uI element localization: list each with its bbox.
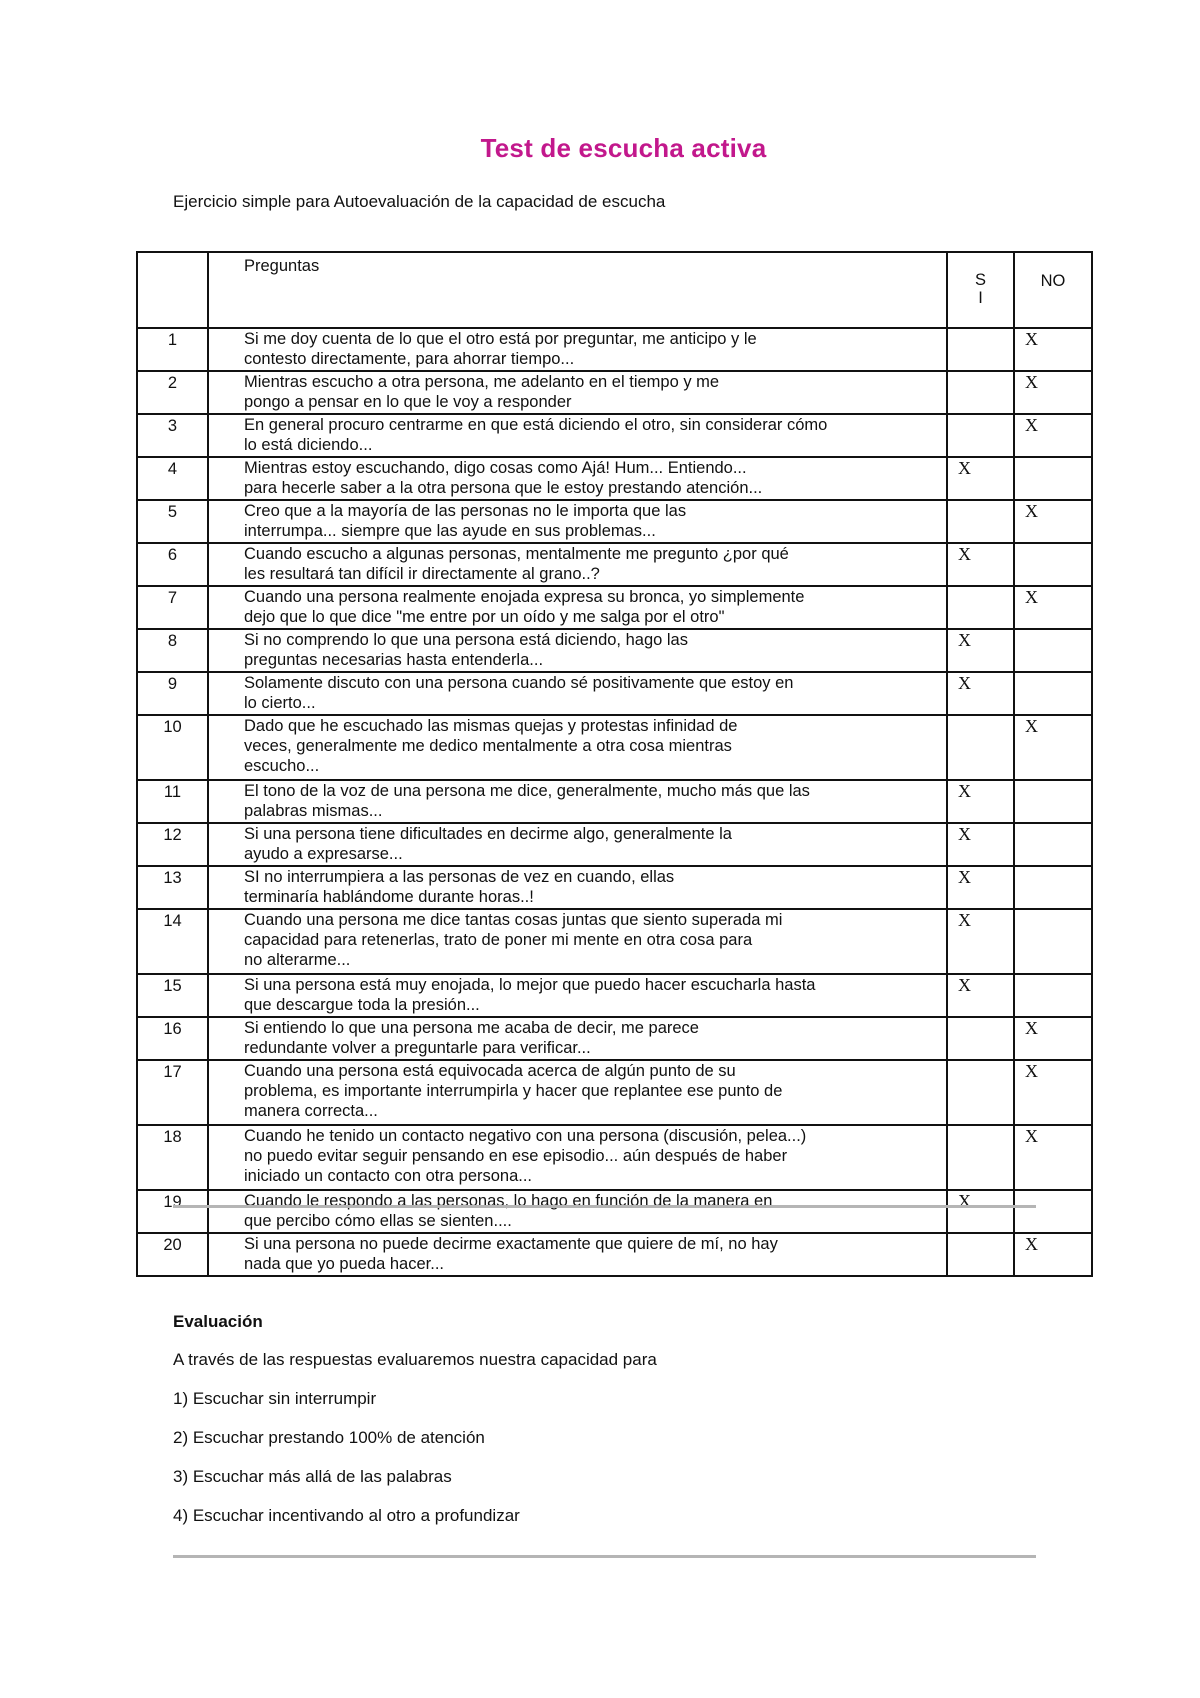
question-text bbox=[208, 414, 947, 457]
answer-si-cell bbox=[947, 715, 1014, 780]
header-si-letter-i: I bbox=[978, 289, 983, 307]
answer-no-cell bbox=[1014, 457, 1092, 500]
question-text bbox=[208, 1190, 947, 1233]
question-text bbox=[208, 457, 947, 500]
question-line: Si una persona está muy enojada, lo mejor que puedo hacer escucharla hasta bbox=[244, 976, 816, 994]
answer-no-cell: X bbox=[1014, 1017, 1092, 1060]
question-line: iniciado un contacto con otra persona... bbox=[244, 1167, 533, 1185]
answer-no-cell bbox=[1014, 974, 1092, 1017]
question-text bbox=[208, 780, 947, 823]
question-text bbox=[208, 672, 947, 715]
table-row bbox=[137, 543, 1092, 586]
answer-si-cell bbox=[947, 371, 1014, 414]
question-line: Cuando he tenido un contacto negativo con una persona (discusión, pelea...) bbox=[244, 1127, 807, 1145]
question-number: 14 bbox=[137, 909, 208, 974]
question-number: 5 bbox=[137, 500, 208, 543]
question-line: Cuando le respondo a las personas, lo hago en función de la manera en bbox=[244, 1192, 773, 1210]
question-line: Mientras escucho a otra persona, me adelanto en el tiempo y me bbox=[244, 373, 720, 391]
question-line: Si me doy cuenta de lo que el otro está por preguntar, me anticipo y le bbox=[244, 330, 757, 348]
question-number: 9 bbox=[137, 672, 208, 715]
question-line: Cuando escucho a algunas personas, mentalmente me pregunto ¿por qué bbox=[244, 545, 789, 563]
question-number: 19 bbox=[137, 1190, 208, 1233]
table-row bbox=[137, 780, 1092, 823]
question-number: 7 bbox=[137, 586, 208, 629]
question-text bbox=[208, 1125, 947, 1190]
question-text bbox=[208, 500, 947, 543]
header-si-cell bbox=[947, 252, 1014, 328]
answer-no-cell bbox=[1014, 1190, 1092, 1233]
question-line: pongo a pensar en lo que le voy a responder bbox=[244, 393, 572, 411]
question-line: redundante volver a preguntarle para verificar... bbox=[244, 1039, 591, 1057]
divider-top bbox=[173, 1205, 1036, 1208]
question-number: 6 bbox=[137, 543, 208, 586]
answer-si-cell bbox=[947, 1017, 1014, 1060]
answer-si-cell: X bbox=[947, 672, 1014, 715]
question-line: contesto directamente, para ahorrar tiempo... bbox=[244, 350, 575, 368]
table-row bbox=[137, 1125, 1092, 1190]
question-number: 18 bbox=[137, 1125, 208, 1190]
answer-no-cell: X bbox=[1014, 414, 1092, 457]
table-row bbox=[137, 974, 1092, 1017]
question-text bbox=[208, 1060, 947, 1125]
questionnaire-table bbox=[136, 251, 1093, 1277]
question-line: que percibo cómo ellas se sienten.... bbox=[244, 1212, 512, 1230]
question-line: Dado que he escuchado las mismas quejas y protestas infinidad de bbox=[244, 717, 738, 735]
answer-no-cell: X bbox=[1014, 1233, 1092, 1276]
question-number: 8 bbox=[137, 629, 208, 672]
question-line: preguntas necesarias hasta entenderla... bbox=[244, 651, 544, 669]
table-row bbox=[137, 672, 1092, 715]
question-line: terminaría hablándome durante horas..! bbox=[244, 888, 534, 906]
answer-no-cell: X bbox=[1014, 500, 1092, 543]
answer-si-cell bbox=[947, 1233, 1014, 1276]
question-line: interrumpa... siempre que las ayude en sus problemas... bbox=[244, 522, 656, 540]
question-line: escucho... bbox=[244, 757, 320, 775]
answer-si-cell bbox=[947, 586, 1014, 629]
question-line: para hecerle saber a la otra persona que le estoy prestando atención... bbox=[244, 479, 763, 497]
evaluation-item-3: 3) Escuchar más allá de las palabras bbox=[173, 1467, 452, 1486]
table-row bbox=[137, 1017, 1092, 1060]
answer-no-cell bbox=[1014, 866, 1092, 909]
question-number: 3 bbox=[137, 414, 208, 457]
answer-si-cell bbox=[947, 500, 1014, 543]
question-number: 13 bbox=[137, 866, 208, 909]
question-line: El tono de la voz de una persona me dice, generalmente, mucho más que las bbox=[244, 782, 810, 800]
header-si-letter-s: S bbox=[974, 271, 986, 289]
answer-si-cell: X bbox=[947, 823, 1014, 866]
question-text bbox=[208, 629, 947, 672]
question-number: 17 bbox=[137, 1060, 208, 1125]
answer-si-cell: X bbox=[947, 629, 1014, 672]
question-line: veces, generalmente me dedico mentalmente a otra cosa mientras bbox=[244, 737, 732, 755]
question-line: manera correcta... bbox=[244, 1102, 378, 1120]
evaluation-intro: A través de las respuestas evaluaremos nuestra capacidad para bbox=[173, 1350, 657, 1369]
question-line: nada que yo pueda hacer... bbox=[244, 1255, 444, 1273]
question-text bbox=[208, 974, 947, 1017]
question-line: dejo que lo que dice "me entre por un oído y me salga por el otro" bbox=[244, 608, 725, 626]
table-row bbox=[137, 328, 1092, 371]
question-text bbox=[208, 909, 947, 974]
question-line: lo está diciendo... bbox=[244, 436, 373, 454]
question-text bbox=[208, 586, 947, 629]
question-number: 20 bbox=[137, 1233, 208, 1276]
question-number: 15 bbox=[137, 974, 208, 1017]
table-row bbox=[137, 715, 1092, 780]
question-text bbox=[208, 1017, 947, 1060]
table-row bbox=[137, 414, 1092, 457]
question-line: que descargue toda la presión... bbox=[244, 996, 480, 1014]
question-line: Si una persona no puede decirme exactamente que quiere de mí, no hay bbox=[244, 1235, 778, 1253]
question-line: Solamente discuto con una persona cuando sé positivamente que estoy en bbox=[244, 674, 794, 692]
question-line: Cuando una persona me dice tantas cosas juntas que siento superada mi bbox=[244, 911, 783, 929]
question-text bbox=[208, 823, 947, 866]
table-header-row bbox=[137, 252, 1092, 328]
answer-no-cell bbox=[1014, 672, 1092, 715]
question-line: Cuando una persona realmente enojada expresa su bronca, yo simplemente bbox=[244, 588, 805, 606]
table-row bbox=[137, 371, 1092, 414]
answer-no-cell: X bbox=[1014, 1060, 1092, 1125]
evaluation-title: Evaluación bbox=[173, 1312, 263, 1331]
question-line: capacidad para retenerlas, trato de poner mi mente en otra cosa para bbox=[244, 931, 753, 949]
table-row bbox=[137, 909, 1092, 974]
question-line: no puedo evitar seguir pensando en ese episodio... aún después de haber bbox=[244, 1147, 788, 1165]
question-line: Si entiendo lo que una persona me acaba de decir, me parece bbox=[244, 1019, 699, 1037]
evaluation-item-2: 2) Escuchar prestando 100% de atención bbox=[173, 1428, 485, 1447]
question-line: Creo que a la mayoría de las personas no le importa que las bbox=[244, 502, 687, 520]
question-number: 11 bbox=[137, 780, 208, 823]
question-number: 12 bbox=[137, 823, 208, 866]
evaluation-item-4: 4) Escuchar incentivando al otro a profundizar bbox=[173, 1506, 520, 1525]
question-number: 1 bbox=[137, 328, 208, 371]
answer-no-cell bbox=[1014, 629, 1092, 672]
divider-bottom bbox=[173, 1555, 1036, 1558]
question-line: Mientras estoy escuchando, digo cosas como Ajá! Hum... Entiendo... bbox=[244, 459, 747, 477]
answer-no-cell: X bbox=[1014, 328, 1092, 371]
question-number: 2 bbox=[137, 371, 208, 414]
question-line: les resultará tan difícil ir directamente al grano..? bbox=[244, 565, 600, 583]
answer-no-cell bbox=[1014, 909, 1092, 974]
answer-si-cell: X bbox=[947, 780, 1014, 823]
question-line: Cuando una persona está equivocada acerca de algún punto de su bbox=[244, 1062, 736, 1080]
answer-no-cell: X bbox=[1014, 715, 1092, 780]
page-subtitle: Ejercicio simple para Autoevaluación de la capacidad de escucha bbox=[173, 192, 666, 211]
question-text bbox=[208, 866, 947, 909]
answer-no-cell bbox=[1014, 780, 1092, 823]
answer-no-cell: X bbox=[1014, 1125, 1092, 1190]
answer-no-cell bbox=[1014, 543, 1092, 586]
question-line: lo cierto... bbox=[244, 694, 316, 712]
table-row bbox=[137, 629, 1092, 672]
page-title: Test de escucha activa bbox=[480, 133, 767, 163]
question-line: problema, es importante interrumpirla y hacer que replantee ese punto de bbox=[244, 1082, 783, 1100]
answer-si-cell: X bbox=[947, 909, 1014, 974]
header-questions-cell: Preguntas bbox=[208, 252, 947, 328]
question-text bbox=[208, 371, 947, 414]
answer-no-cell bbox=[1014, 823, 1092, 866]
answer-si-cell: X bbox=[947, 457, 1014, 500]
header-number-cell bbox=[137, 252, 208, 328]
table-row bbox=[137, 823, 1092, 866]
question-number: 4 bbox=[137, 457, 208, 500]
question-text bbox=[208, 543, 947, 586]
question-line: Si una persona tiene dificultades en decirme algo, generalmente la bbox=[244, 825, 732, 843]
answer-si-cell: X bbox=[947, 974, 1014, 1017]
question-line: Si no comprendo lo que una persona está diciendo, hago las bbox=[244, 631, 688, 649]
question-number: 10 bbox=[137, 715, 208, 780]
question-line: palabras mismas... bbox=[244, 802, 383, 820]
question-text bbox=[208, 1233, 947, 1276]
question-text bbox=[208, 715, 947, 780]
answer-si-cell bbox=[947, 414, 1014, 457]
question-line: SI no interrumpiera a las personas de vez en cuando, ellas bbox=[244, 868, 675, 886]
evaluation-item-1: 1) Escuchar sin interrumpir bbox=[173, 1389, 377, 1408]
table-row bbox=[137, 1060, 1092, 1125]
header-no-cell: NO bbox=[1014, 252, 1092, 328]
answer-si-cell: X bbox=[947, 866, 1014, 909]
answer-si-cell bbox=[947, 328, 1014, 371]
table-row bbox=[137, 866, 1092, 909]
answer-si-cell bbox=[947, 1125, 1014, 1190]
table-row bbox=[137, 586, 1092, 629]
question-text bbox=[208, 328, 947, 371]
table-row bbox=[137, 1190, 1092, 1233]
question-number: 16 bbox=[137, 1017, 208, 1060]
answer-si-cell: X bbox=[947, 543, 1014, 586]
answer-no-cell: X bbox=[1014, 586, 1092, 629]
table-row bbox=[137, 500, 1092, 543]
table-row bbox=[137, 457, 1092, 500]
answer-si-cell bbox=[947, 1060, 1014, 1125]
table-row bbox=[137, 1233, 1092, 1276]
answer-si-cell: X bbox=[947, 1190, 1014, 1233]
question-line: no alterarme... bbox=[244, 951, 351, 969]
question-line: ayudo a expresarse... bbox=[244, 845, 403, 863]
answer-no-cell: X bbox=[1014, 371, 1092, 414]
question-line: En general procuro centrarme en que está diciendo el otro, sin considerar cómo bbox=[244, 416, 828, 434]
